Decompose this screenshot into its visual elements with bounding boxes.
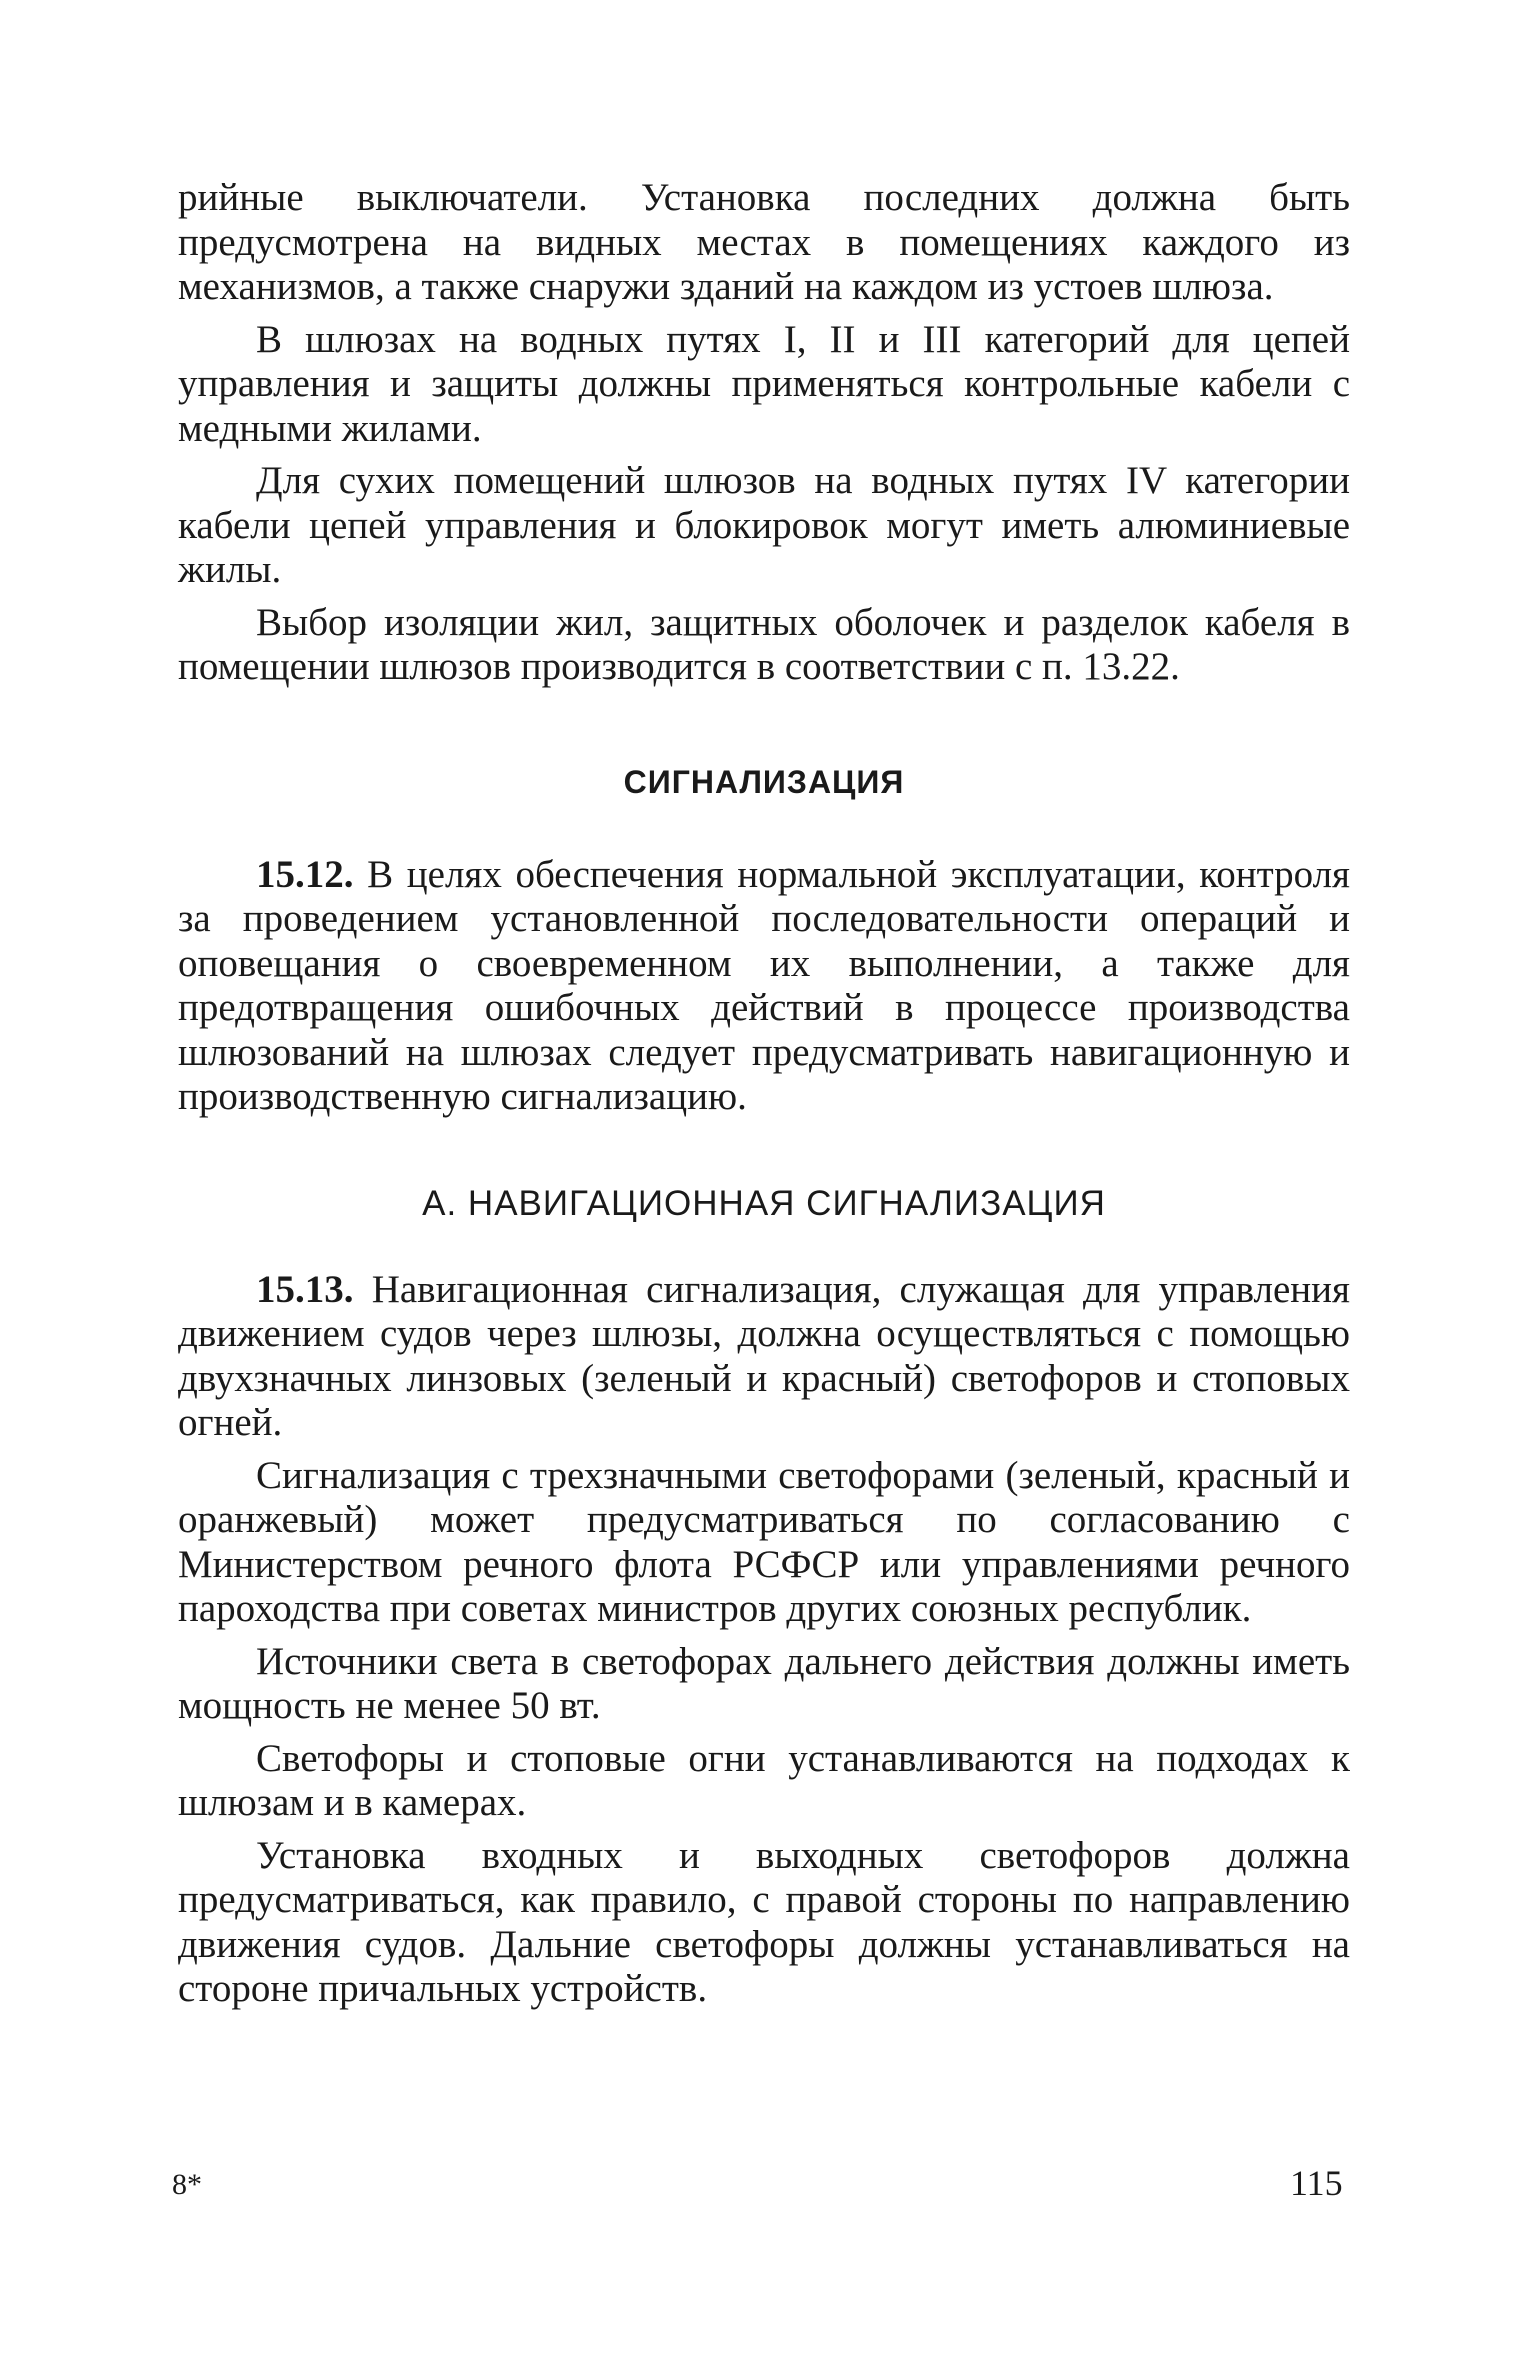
clause-text: В целях обеспечения нормальной эксплуатации, контроля за проведением установленной последовательности операций и оповещания о своевременном их выполнении, а также для предотвращения ошибочных действий в процессе производства шлюзований на шлюзах следует предусматривать навигационную и производственную сигнализацию. (178, 852, 1350, 1118)
section-heading: СИГНАЛИЗАЦИЯ (623, 763, 905, 800)
paragraph-light-power: Источники света в светофорах дальнего действия должны иметь мощность не менее 50 вт. (178, 1639, 1350, 1727)
paragraph-insulation: Выбор изоляции жил, защитных оболочек и разделок кабеля в помещении шлюзов производится в соответствии с п. 13.22. (178, 600, 1350, 688)
paragraph-copper-cables: В шлюзах на водных путях I, II и III категорий для цепей управления и защиты должны применяться контрольные кабели с медными жилами. (178, 317, 1350, 450)
clause-15-13 (178, 1268, 1350, 1446)
clause-text: Навигационная сигнализация, служащая для управления движением судов через шлюзы, должна осуществляться с помощью двухзначных линзовых (зеленый и красный) светофоров и стоповых огней. (178, 1267, 1350, 1444)
clause-number: 15.12. (256, 852, 354, 896)
paragraph-aluminum-cables: Для сухих помещений шлюзов на водных путях IV категории кабели цепей управления и блокировок могут иметь алюминиевые жилы. (178, 459, 1350, 591)
paragraph-continuation: рийные выключатели. Установка последних должна быть предусмотрена на видных местах в помещениях каждого из механизмов, а также снаружи зданий на каждом из устоев шлюза. (178, 176, 1350, 308)
paragraph-three-color-signals: Сигнализация с трехзначными светофорами (зеленый, красный и оранжевый) может предусматриваться по согласованию с Министерством речного флота РСФСР или управлениями речного пароходства при советах министров других союзных республик. (178, 1453, 1350, 1630)
clause-15-12 (178, 853, 1350, 1120)
paragraph-signal-placement: Светофоры и стоповые огни устанавливаются на подходах к шлюзам и в камерах. (178, 1736, 1350, 1824)
page-body (178, 176, 1350, 2012)
signature-mark: 8* (172, 2168, 202, 2201)
page-number: 115 (1290, 2163, 1343, 2203)
paragraph-signal-side: Установка входных и выходных светофоров должна предусматриваться, как правило, с правой стороны по направлению движения судов. Дальние светофоры должны устанавливаться на стороне причальных устройств. (178, 1833, 1350, 2010)
subsection-heading: А. НАВИГАЦИОННАЯ СИГНАЛИЗАЦИЯ (422, 1183, 1106, 1223)
clause-number: 15.13. (256, 1267, 354, 1311)
